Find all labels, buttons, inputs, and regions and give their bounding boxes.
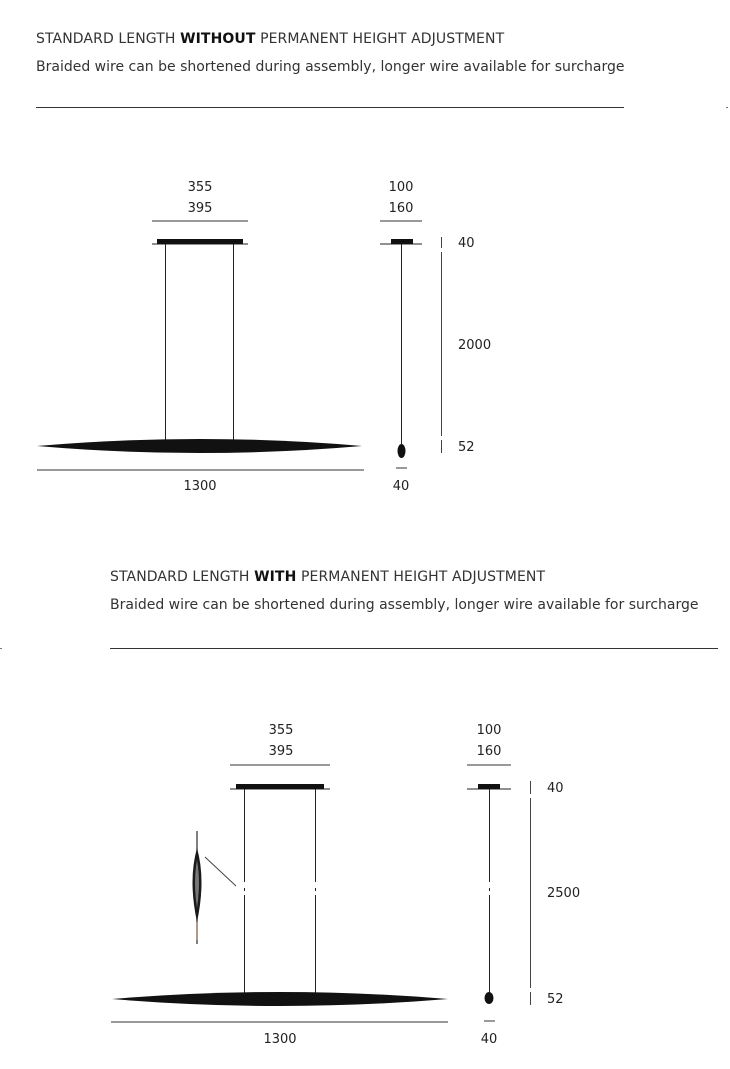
section1-title-bold: WITHOUT bbox=[180, 31, 256, 47]
s2-canopy-length-long-label: 395 bbox=[268, 744, 294, 759]
section1-subtitle: Braided wire can be shortened during assembly, longer wire available for surcharge bbox=[36, 59, 625, 75]
s1-side-shade bbox=[398, 444, 406, 458]
s2-canopy-height-label: 40 bbox=[547, 781, 564, 796]
s2-wire-length-label: 2500 bbox=[547, 886, 581, 901]
s1-shade-length-label: 1300 bbox=[183, 479, 217, 494]
section2-side-view bbox=[467, 723, 580, 1047]
s2-side-canopy bbox=[478, 784, 500, 789]
s2-canopy-plate bbox=[236, 784, 324, 789]
s2-canopy-length-short-label: 355 bbox=[268, 723, 294, 738]
s2-detail-leader-line bbox=[205, 857, 236, 886]
height-adjuster-detail-illustration bbox=[193, 831, 202, 944]
s2-side-shade bbox=[485, 992, 494, 1004]
s1-canopy-plate bbox=[157, 239, 243, 244]
s1-shade-width-label: 40 bbox=[392, 479, 410, 494]
s2-shade-disc bbox=[112, 992, 448, 1006]
s1-canopy-length-long-label: 395 bbox=[187, 201, 213, 216]
s2-shade-width-label: 40 bbox=[480, 1032, 498, 1047]
section1-front-view bbox=[37, 180, 364, 494]
s1-canopy-width-long-label: 160 bbox=[388, 201, 414, 216]
s2-shade-length-label: 1300 bbox=[263, 1032, 297, 1047]
s1-shade-disc bbox=[37, 439, 362, 453]
section2-title-pre: STANDARD LENGTH bbox=[110, 569, 255, 585]
section2-title-post: PERMANENT HEIGHT ADJUSTMENT bbox=[296, 569, 546, 585]
s1-canopy-width-short-label: 100 bbox=[388, 180, 414, 195]
section1-title-pre: STANDARD LENGTH bbox=[36, 31, 181, 47]
s2-canopy-width-long-label: 160 bbox=[476, 744, 502, 759]
s1-shade-height-label: 52 bbox=[458, 440, 475, 455]
section1-title-post: PERMANENT HEIGHT ADJUSTMENT bbox=[255, 31, 505, 47]
s1-canopy-height-label: 40 bbox=[458, 236, 475, 251]
s1-wire-length-label: 2000 bbox=[458, 338, 492, 353]
s2-shade-height-label: 52 bbox=[547, 992, 564, 1007]
section2-title-bold: WITH bbox=[254, 569, 297, 585]
s1-canopy-length-short-label: 355 bbox=[187, 180, 213, 195]
s1-side-canopy bbox=[391, 239, 413, 244]
s2-canopy-width-short-label: 100 bbox=[476, 723, 502, 738]
section2-subtitle: Braided wire can be shortened during assembly, longer wire available for surcharge bbox=[110, 597, 699, 613]
section1-side-view bbox=[380, 180, 491, 494]
section2-front-view bbox=[111, 723, 448, 1047]
